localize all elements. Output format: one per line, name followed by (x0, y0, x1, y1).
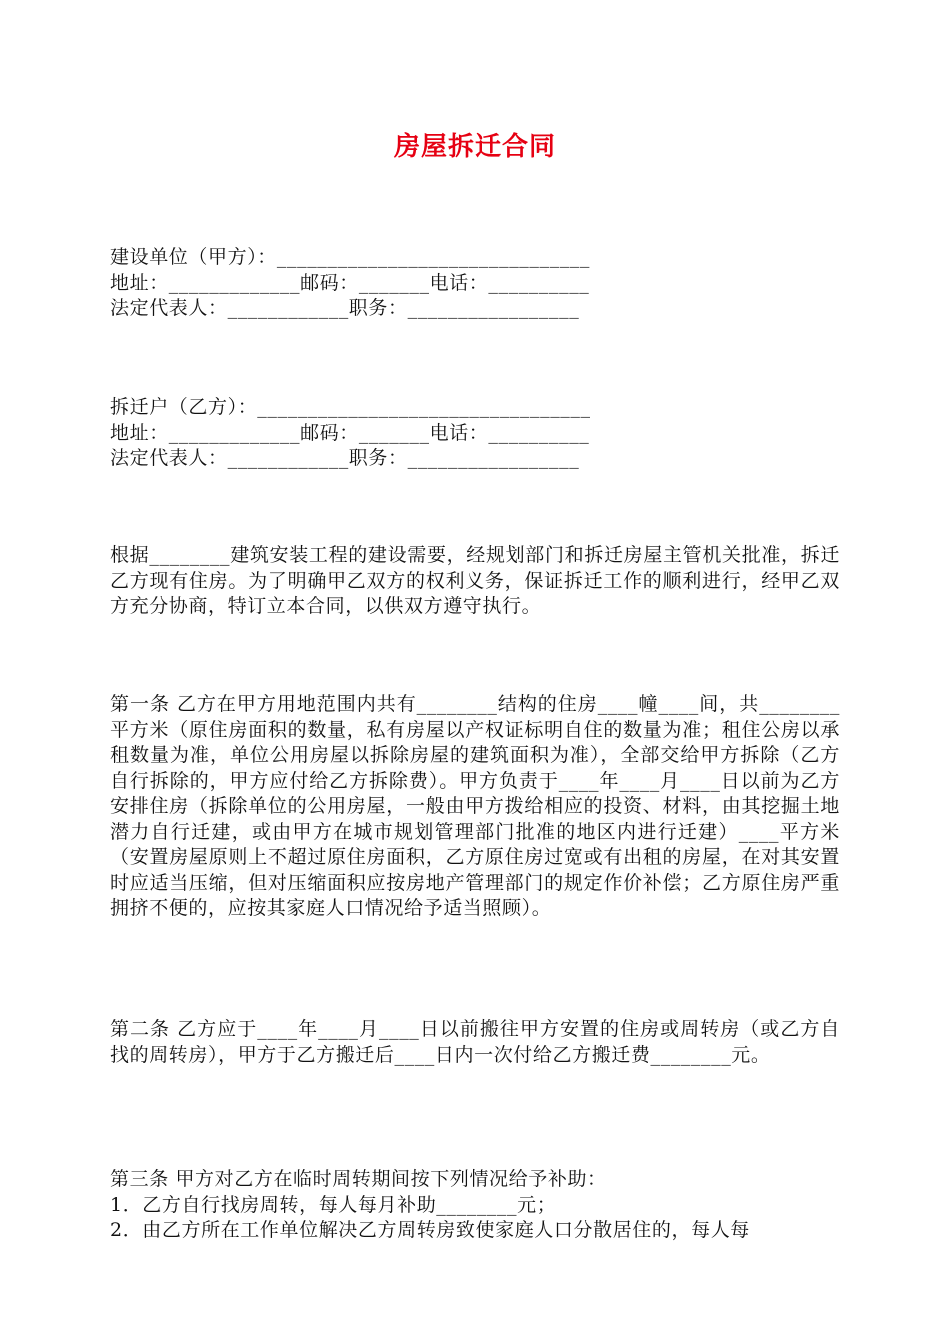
article-3-item-1: 1．乙方自行找房周转，每人每月补助________元； (110, 1193, 557, 1216)
article-3-section (110, 1167, 840, 1244)
party-b-address-line: 地址：_____________邮码：_______电话：__________ (110, 421, 590, 444)
party-a-section (110, 245, 840, 322)
article-2-text: 第二条 乙方应于____年____月____日以前搬往甲方安置的住房或周转房（或乙方自找的周转房），甲方于乙方搬迁后____日内一次付给乙方搬迁费________元。 (110, 1018, 840, 1066)
party-a-address-line: 地址：_____________邮码：_______电话：__________ (110, 271, 590, 294)
party-b-section (110, 395, 840, 472)
article-3-heading: 第三条 甲方对乙方在临时周转期间按下列情况给予补助： (110, 1168, 607, 1190)
preamble-paragraph (110, 543, 840, 620)
party-a-representative-line: 法定代表人：____________职务：_________________ (110, 297, 580, 319)
party-b-representative-line: 法定代表人：____________职务：_________________ (110, 447, 580, 469)
article-1-text: 第一条 乙方在甲方用地范围内共有________结构的住房____幢____间，共________平方米（原住房面积的数量，私有房屋以产权证标明自住的数量为准；租住公房以承租数量为准，单位公用房屋以拆除房屋的建筑面积为准），全部交给甲方拆除（乙方自行拆除的，甲方应付给乙方拆除费）。甲方负责于____年____月____日以前为乙方安排住房（拆除单位的公用房屋，一般由甲方拨给相应的投资、材料，由其挖掘土地潜力自行迁建，或由甲方在城市规划管理部门批准的地区内进行迁建）____平方米（安置房屋原则上不超过原住房面积，乙方原住房过宽或有出租的房屋，在对其安置时应适当压缩，但对压缩面积应按房地产管理部门的规定作价补偿；乙方原住房严重拥挤不便的，应按其家庭人口情况给予适当照顾）。 (110, 693, 840, 919)
article-3-item-2: 2．由乙方所在工作单位解决乙方周转房致使家庭人口分散居住的，每人每 (110, 1219, 750, 1241)
document-title: 房屋拆迁合同 (393, 132, 556, 162)
article-2-paragraph (110, 1017, 840, 1068)
party-a-unit-line: 建设单位（甲方）：_______________________________ (110, 246, 591, 268)
party-b-household-line: 拆迁户（乙方）：_________________________________ (110, 396, 591, 418)
article-1-paragraph (110, 692, 840, 922)
preamble-text: 根据________建筑安装工程的建设需要，经规划部门和拆迁房屋主管机关批准，拆迁乙方现有住房。为了明确甲乙双方的权利义务，保证拆迁工作的顺利进行，经甲乙双方充分协商，特订立本合同，以供双方遵守执行。 (110, 544, 840, 617)
